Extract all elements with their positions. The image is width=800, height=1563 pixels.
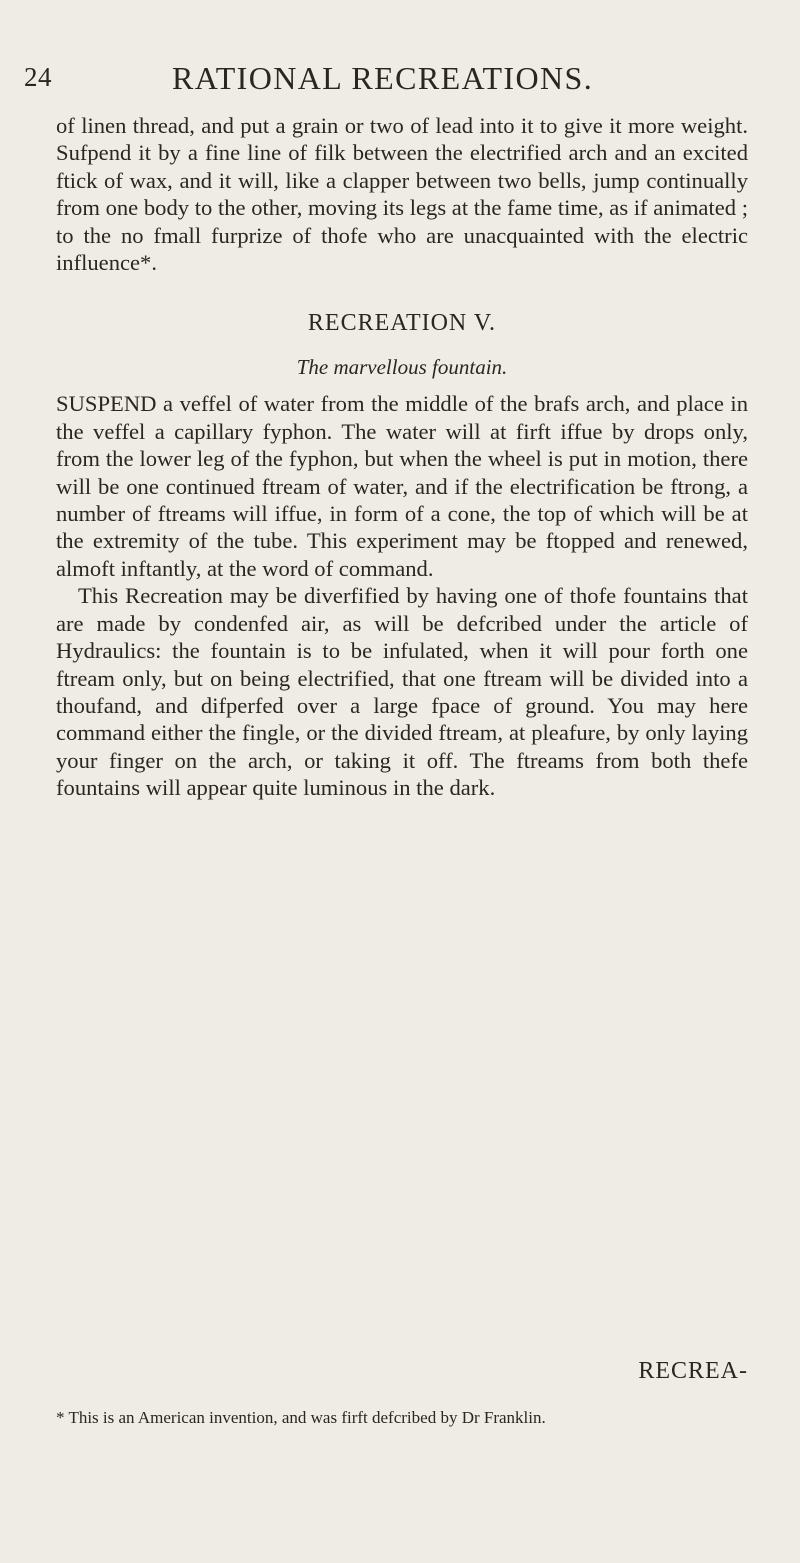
catchword: RECREA- (638, 1358, 748, 1384)
body-text (56, 112, 748, 802)
continuation-paragraph: of linen thread, and put a grain or two of lead into it to give it more weight. Sufpend it by a fine line of filk between the electrified arch and an excited ftick of wax, and it will, like a clapper between two bells, jump continually from one body to the other, moving its legs at the fame time, as if animated ; to the no fmall furprize of thofe who are unacquainted with the electric influence*. (56, 113, 748, 276)
paragraph-1: SUSPEND a veffel of water from the middle of the brafs arch, and place in the veffel a capillary fyphon. The water will at firft iffue by drops only, from the lower leg of the fyphon, but when the wheel is put in motion, there will be one continued ftream of water, and if the electrification be ftrong, a number of ftreams will iffue, in form of a cone, the top of which will be at the extremity of the tube. This experiment may be ftopped and renewed, almoft inftantly, at the word of command. (56, 391, 748, 581)
recreation-heading: RECREATION V. (307, 310, 497, 337)
recreation-subtitle: The marvellous fountain. (296, 355, 508, 380)
paragraph-2: This Recreation may be diverfified by having one of thofe fountains that are made by condenfed air, as will be defcribed under the article of Hydraulics: the fountain is to be infulated, when it will pour forth one ftream only, but on being electrified, that one ftream will be divided into a thoufand, and difperfed over a large fpace of ground. You may here command either the fingle, or the divided ftream, at pleafure, by only laying your finger on the arch, or taking it off. The ftreams from both thefe fountains will appear quite luminous in the dark. (56, 583, 748, 801)
page-number: 24 (24, 62, 52, 92)
running-head: RATIONAL RECREATIONS. (172, 60, 594, 96)
page-header (24, 60, 724, 100)
footnote: * This is an American invention, and was firft defcribed by Dr Franklin. (56, 1408, 546, 1427)
